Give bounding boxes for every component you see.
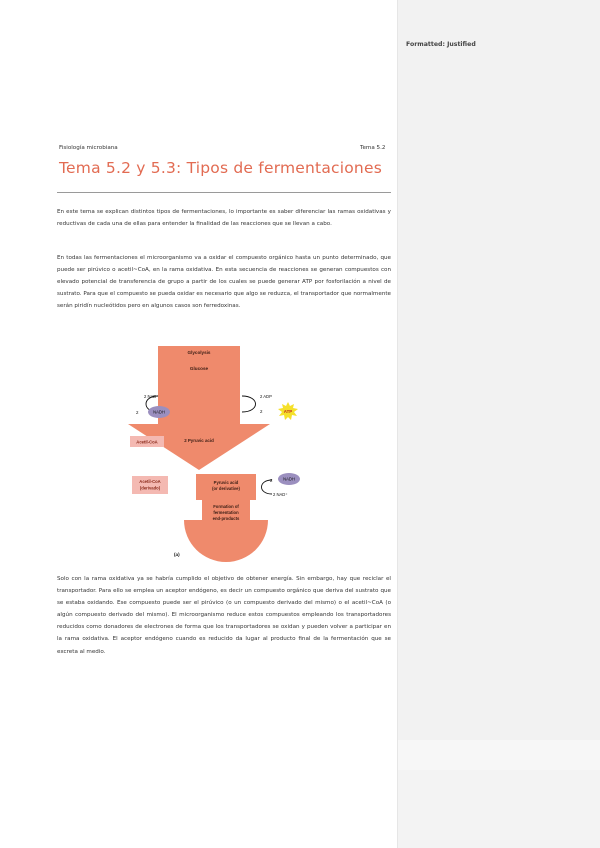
paragraph-reductive-branch: Solo con la rama oxidativa ya se habría cumplido el objetivo de obtener energía. Sin embargo, hay que reciclar el transportador. Para ello se emplea un aceptor endógeno, es decir un compuesto orgánico que deriva del sustrato que se estaba oxidando. Ese compuesto puede ser el pirúvico (o un compuesto derivado del mismo) o el acetil~CoA (o algún compuesto derivado del mismo). El microorganismo reduce estos compuestos empleando los transportadores reducidos como donadores de electrones de forma que los transportadores se oxidan y pueden volver a participar en la rama oxidativa. El aceptor endógeno cuando es reducido da lugar al producto final de la fermentación que se excreta al medio. (57, 576, 391, 655)
page-title: Tema 5.2 y 5.3: Tipos de fermentaciones (59, 159, 382, 177)
fermentation-diagram-svg (138, 342, 308, 564)
nad-out-label: 2 NAD⁺ (273, 492, 288, 497)
header-right: Tema 5.2 (360, 145, 386, 151)
comment-area (398, 0, 600, 740)
nad-in-label: 2 NAD⁺ (144, 394, 159, 399)
glycolysis-label: Glycolysis (187, 350, 211, 355)
fermentation-diagram (138, 342, 308, 564)
end-products-shape (184, 520, 268, 562)
acetil-coa-derivado-label-2: (derivado) (139, 485, 161, 491)
acetil-coa-derivado-label-1: Acetil-CoA (139, 479, 161, 484)
end-products-label-1: Formation of (213, 504, 239, 509)
acetil-coa-label: Acetil-CoA (136, 439, 158, 445)
pyruvic-acid-label: 2 Pyruvic acid (184, 438, 214, 443)
nadh-label: NADH (153, 409, 165, 415)
comment-pane-footer (398, 740, 600, 770)
paragraph-oxidative-branch: En todas las fermentaciones el microorganismo va a oxidar el compuesto orgánico hasta un punto determinado, que puede ser pirúvico o acetil~CoA, en la rama oxidativa. En esta secuencia de reacciones se generan compuestos con elevado potencial de transferencia de grupo a partir de los cuales se puede generar ATP por fosforilación a nivel de sustrato. Para que el compuesto se pueda oxidar es necesario que algo se reduzca, el transportador que normalmente serán piridín nucleótidos pero en algunos casos son ferredoxinas. (57, 255, 391, 310)
adp-label: 2 ADP (260, 394, 272, 399)
header-left: Fisiología microbiana (59, 145, 118, 151)
nadh2-coefficient: 2 (270, 478, 273, 483)
glycolysis-arrow (128, 346, 270, 470)
paragraph-intro: En este tema se explican distintos tipos de fermentaciones, lo importante es saber diferenciar las ramas oxidativas y reductivas de cada una de ellas para entender la finalidad de las reacciones que se llevan a cabo. (57, 209, 391, 228)
title-underline (57, 192, 391, 193)
nadh2-label: NADH (283, 476, 295, 482)
pyruvic-derivative-label-2: (or derivative) (212, 486, 240, 491)
atp-label: ATP (283, 409, 293, 414)
glucose-label: Glucose (189, 366, 209, 371)
pyruvic-derivative-label-1: Pyruvic acid (213, 480, 239, 485)
end-products-label-2: fermentation (213, 510, 239, 515)
atp-cycle-arrow-right (242, 396, 256, 412)
nadh-coefficient: 2 (136, 410, 139, 415)
format-comment[interactable]: Formatted: Justified (406, 41, 476, 48)
comment-pane (397, 0, 600, 848)
atp-coefficient: 2 (260, 409, 263, 414)
panel-label: (a) (174, 552, 180, 557)
end-products-label-3: end-products (212, 516, 240, 521)
